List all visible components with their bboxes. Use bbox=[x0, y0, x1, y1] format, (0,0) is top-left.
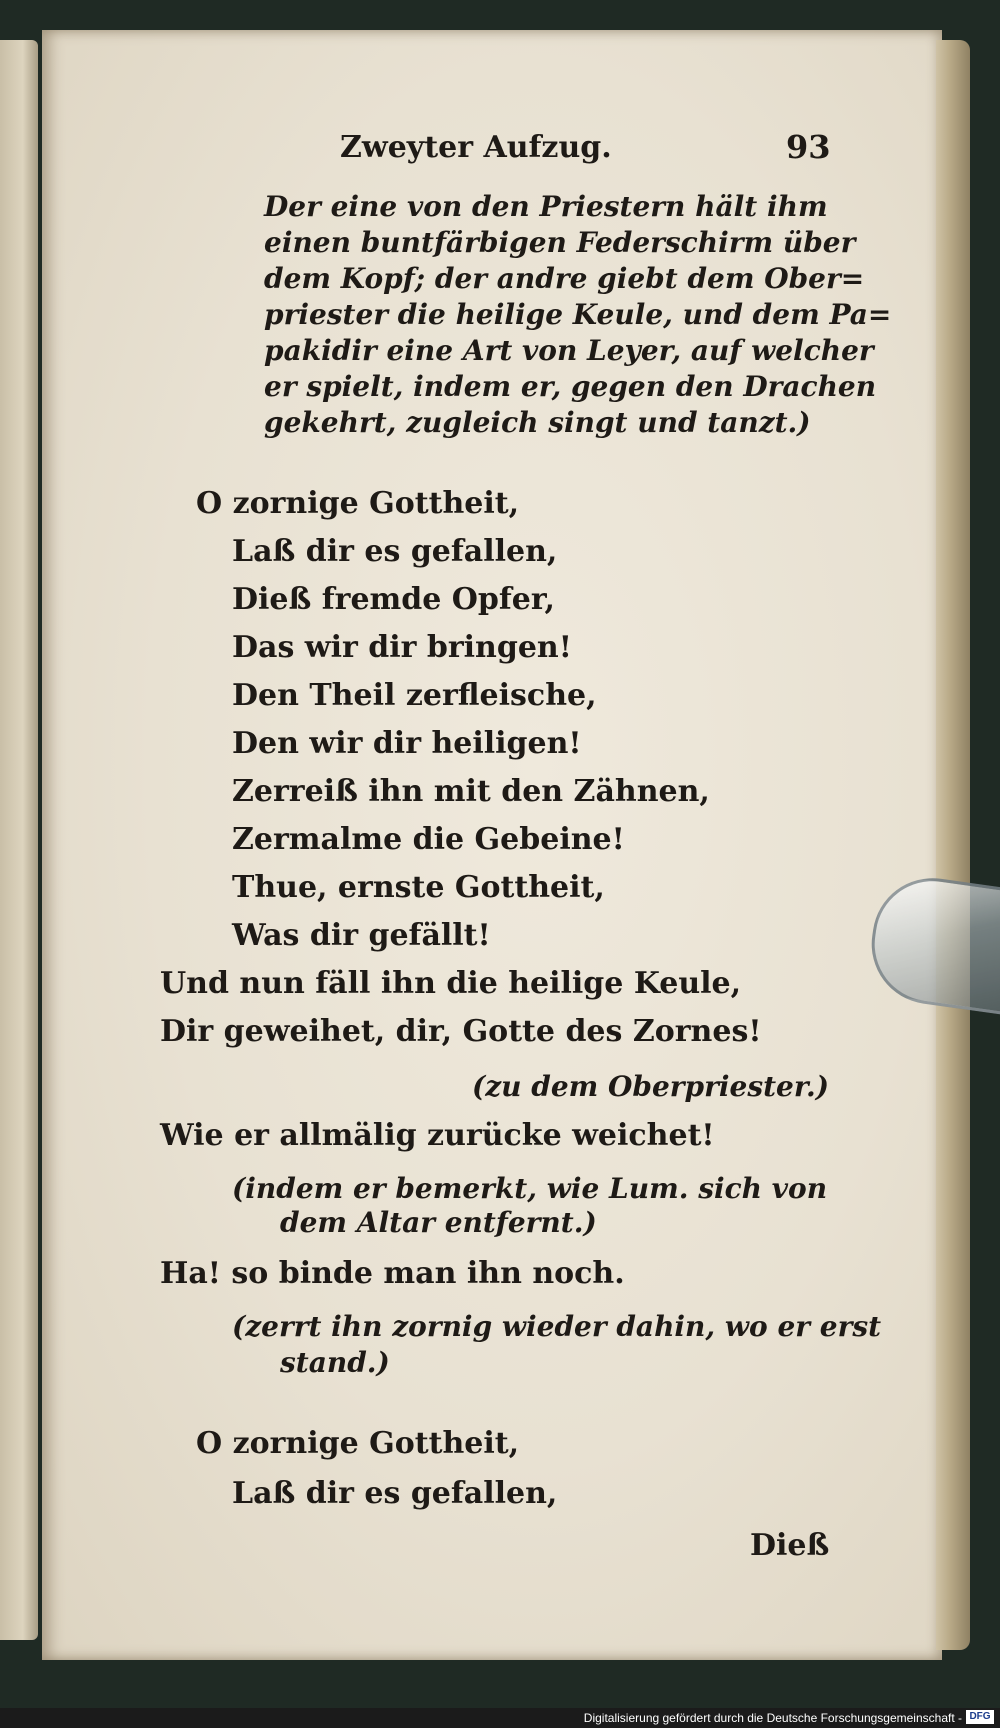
funding-credit: Digitalisierung gefördert durch die Deutsche Forschungsgemeinschaft - bbox=[583, 1711, 962, 1725]
stage-direction: dem Altar entfernt.) bbox=[280, 1206, 597, 1239]
verse-line: Wie er allmälig zurücke weichet! bbox=[160, 1118, 715, 1153]
verse-line: O zornige Gottheit, bbox=[196, 486, 520, 521]
verse-line: Dir geweihet, dir, Gotte des Zornes! bbox=[160, 1014, 762, 1049]
verse-line: Ha! so binde man ihn noch. bbox=[160, 1256, 625, 1291]
verse-line: Den Theil zerfleische, bbox=[232, 678, 597, 713]
stage-direction: (zu dem Oberpriester.) bbox=[472, 1070, 830, 1103]
verse-line: Zermalme die Gebeine! bbox=[232, 822, 625, 857]
verse-line: Zerreiß ihn mit den Zähnen, bbox=[232, 774, 710, 809]
text-line: priester die heilige Keule, und dem Pa= bbox=[264, 298, 892, 331]
verse-line: Was dir gefällt! bbox=[232, 918, 491, 953]
verse-line: Dieß fremde Opfer, bbox=[232, 582, 555, 617]
verse-line: Den wir dir heiligen! bbox=[232, 726, 582, 761]
text-line: gekehrt, zugleich singt und tanzt.) bbox=[264, 406, 811, 439]
text-line: einen buntfärbigen Federschirm über bbox=[264, 226, 856, 259]
page-number: 93 bbox=[786, 128, 831, 166]
page-stack-edge bbox=[936, 40, 970, 1650]
verse-line: Thue, ernste Gottheit, bbox=[232, 870, 605, 905]
text-line: er spielt, indem er, gegen den Drachen bbox=[264, 370, 877, 403]
left-page-edge bbox=[0, 40, 38, 1640]
verse-line: Und nun fäll ihn die heilige Keule, bbox=[160, 966, 742, 1001]
text-line: pakidir eine Art von Leyer, auf welcher bbox=[264, 334, 874, 367]
dfg-logo: DFG bbox=[966, 1710, 994, 1724]
stage-direction: (indem er bemerkt, wie Lum. sich von bbox=[232, 1172, 828, 1205]
stage-direction: stand.) bbox=[280, 1346, 390, 1379]
stage-direction: (zerrt ihn zornig wieder dahin, wo er erst bbox=[232, 1310, 882, 1343]
catchword: Dieß bbox=[750, 1528, 830, 1563]
verse-line: Das wir dir bringen! bbox=[232, 630, 572, 665]
text-line: Der eine von den Priestern hält ihm bbox=[264, 190, 828, 223]
verse-line: O zornige Gottheit, bbox=[196, 1426, 520, 1461]
verse-line: Laß dir es gefallen, bbox=[232, 534, 558, 569]
running-head: Zweyter Aufzug. bbox=[340, 130, 612, 165]
text-line: dem Kopf; der andre giebt dem Ober= bbox=[264, 262, 865, 295]
verse-line: Laß dir es gefallen, bbox=[232, 1476, 558, 1511]
